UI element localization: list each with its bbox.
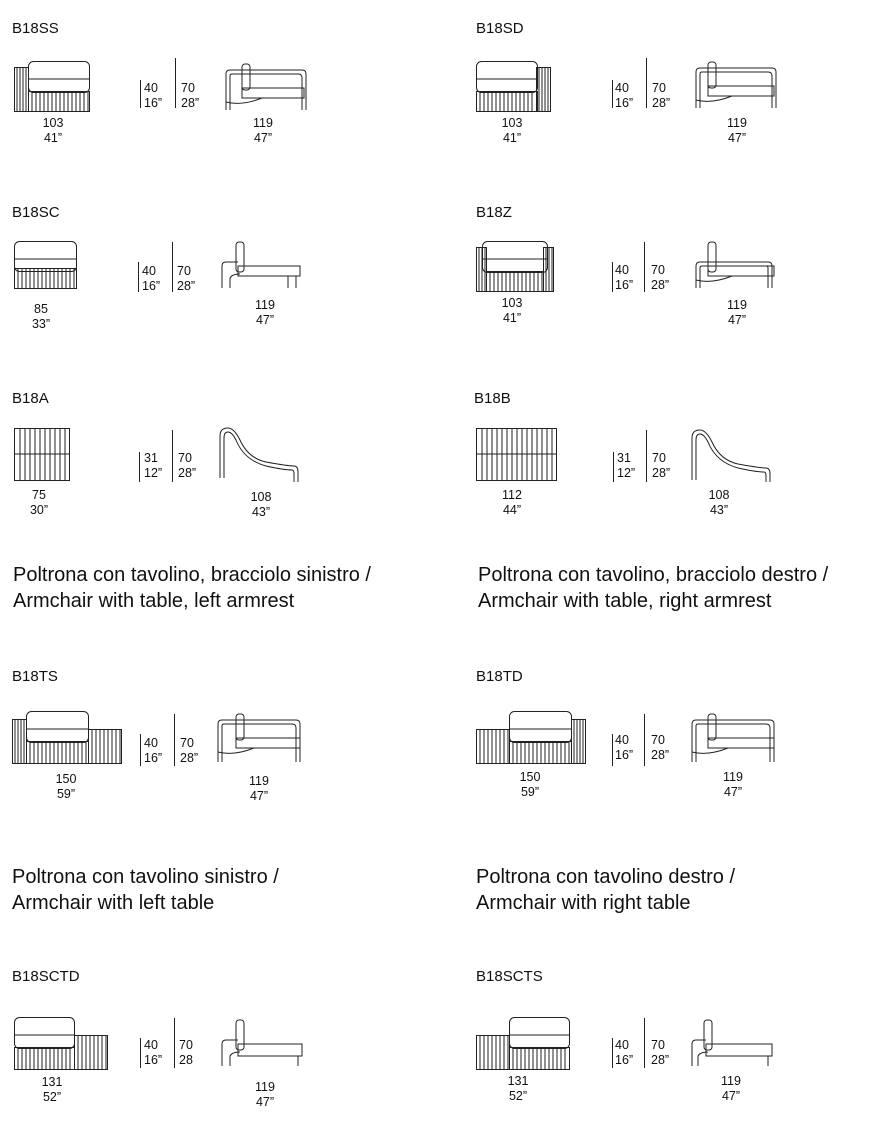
- height-dimension: 70 28”: [180, 736, 199, 765]
- dimension-line: [644, 1018, 645, 1068]
- dimension-line: [612, 734, 613, 766]
- height-dimension: 70 28”: [178, 451, 197, 480]
- dimension-line: [172, 242, 173, 292]
- dimension-line: [140, 734, 141, 766]
- top-view-drawing: [14, 240, 78, 292]
- side-view-drawing: [692, 60, 782, 112]
- width-dimension: 131 52”: [41, 1075, 63, 1104]
- depth-dimension: 119 47”: [253, 116, 273, 145]
- top-view-drawing: [476, 240, 556, 295]
- depth-dimension: 108 43”: [708, 488, 730, 517]
- depth-dimension: 119 47”: [727, 116, 747, 145]
- seat-height-dimension: 40 16”: [144, 736, 163, 765]
- product-code: B18B: [474, 390, 511, 407]
- dimension-line: [174, 714, 175, 766]
- side-view-drawing: [692, 240, 782, 292]
- product-code: B18SS: [12, 20, 59, 37]
- product-code: B18Z: [476, 204, 512, 221]
- depth-dimension: 119 47”: [255, 298, 275, 327]
- seat-height-dimension: 40 16”: [144, 1038, 163, 1067]
- width-dimension: 75 30”: [29, 488, 49, 517]
- seat-height-dimension: 40 16”: [615, 263, 634, 292]
- depth-dimension: 108 43”: [250, 490, 272, 519]
- product-code: B18SD: [476, 20, 524, 37]
- width-dimension: 103 41”: [42, 116, 64, 145]
- top-view-drawing: [14, 428, 74, 482]
- height-dimension: 70 28”: [651, 263, 670, 292]
- depth-dimension: 119 47”: [249, 774, 269, 803]
- height-dimension: 70 28: [179, 1038, 193, 1067]
- dimension-line: [175, 58, 176, 108]
- product-code: B18TD: [476, 668, 523, 685]
- top-view-drawing: [476, 1014, 576, 1072]
- side-view-drawing: [218, 240, 308, 292]
- product-code: B18A: [12, 390, 49, 407]
- top-view-drawing: [476, 60, 556, 115]
- height-dimension: 70 28”: [651, 1038, 670, 1067]
- dimension-line: [644, 714, 645, 766]
- dimension-line: [612, 1038, 613, 1068]
- height-dimension: 70 28”: [652, 81, 671, 110]
- seat-height-dimension: 31 12”: [144, 451, 163, 480]
- section-heading: Poltrona con tavolino, bracciolo sinistro / Armchair with table, left armrest: [13, 564, 371, 612]
- seat-height-dimension: 40 16”: [615, 1038, 634, 1067]
- section-heading: Poltrona con tavolino sinistro / Armchair with left table: [12, 866, 279, 914]
- top-view-drawing: [476, 428, 560, 482]
- seat-height-dimension: 40 16”: [615, 733, 634, 762]
- width-dimension: 103 41”: [501, 296, 523, 325]
- width-dimension: 85 33”: [31, 302, 51, 331]
- top-view-drawing: [14, 60, 94, 115]
- width-dimension: 103 41”: [501, 116, 523, 145]
- dimension-line: [646, 430, 647, 482]
- top-view-drawing: [12, 708, 124, 766]
- side-view-drawing: [688, 712, 784, 766]
- top-view-drawing: [14, 1014, 114, 1072]
- seat-height-dimension: 31 12”: [617, 451, 636, 480]
- side-view-drawing: [218, 426, 302, 484]
- dimension-line: [138, 262, 139, 292]
- section-heading: Poltrona con tavolino, bracciolo destro / Armchair with table, right armrest: [478, 564, 829, 612]
- dimension-line: [174, 1018, 175, 1068]
- depth-dimension: 119 47”: [255, 1080, 275, 1109]
- side-view-drawing: [214, 712, 310, 766]
- height-dimension: 70 28”: [652, 451, 671, 480]
- side-view-drawing: [222, 62, 312, 112]
- product-code: B18SCTS: [476, 968, 543, 985]
- width-dimension: 131 52”: [507, 1074, 529, 1103]
- seat-height-dimension: 40 16”: [615, 81, 634, 110]
- top-view-drawing: [476, 708, 588, 766]
- dimension-line: [612, 80, 613, 108]
- product-code: B18SC: [12, 204, 60, 221]
- side-view-drawing: [688, 1018, 778, 1070]
- product-code: B18SCTD: [12, 968, 80, 985]
- dimension-line: [644, 242, 645, 292]
- width-dimension: 150 59”: [55, 772, 77, 801]
- dimension-line: [612, 262, 613, 292]
- section-heading: Poltrona con tavolino destro / Armchair with right table: [476, 866, 736, 914]
- dimension-line: [139, 452, 140, 482]
- product-code: B18TS: [12, 668, 58, 685]
- dimension-line: [140, 80, 141, 108]
- depth-dimension: 119 47”: [721, 1074, 741, 1103]
- width-dimension: 112 44”: [502, 488, 522, 517]
- dimension-line: [140, 1038, 141, 1068]
- dimension-line: [172, 430, 173, 482]
- seat-height-dimension: 40 16”: [144, 81, 163, 110]
- side-view-drawing: [690, 428, 774, 486]
- dimension-line: [646, 58, 647, 108]
- height-dimension: 70 28”: [177, 264, 196, 293]
- side-view-drawing: [218, 1018, 308, 1070]
- depth-dimension: 119 47”: [723, 770, 743, 799]
- width-dimension: 150 59”: [519, 770, 541, 799]
- height-dimension: 70 28”: [651, 733, 670, 762]
- depth-dimension: 119 47”: [727, 298, 747, 327]
- seat-height-dimension: 40 16”: [142, 264, 161, 293]
- height-dimension: 70 28”: [181, 81, 200, 110]
- dimension-line: [613, 452, 614, 482]
